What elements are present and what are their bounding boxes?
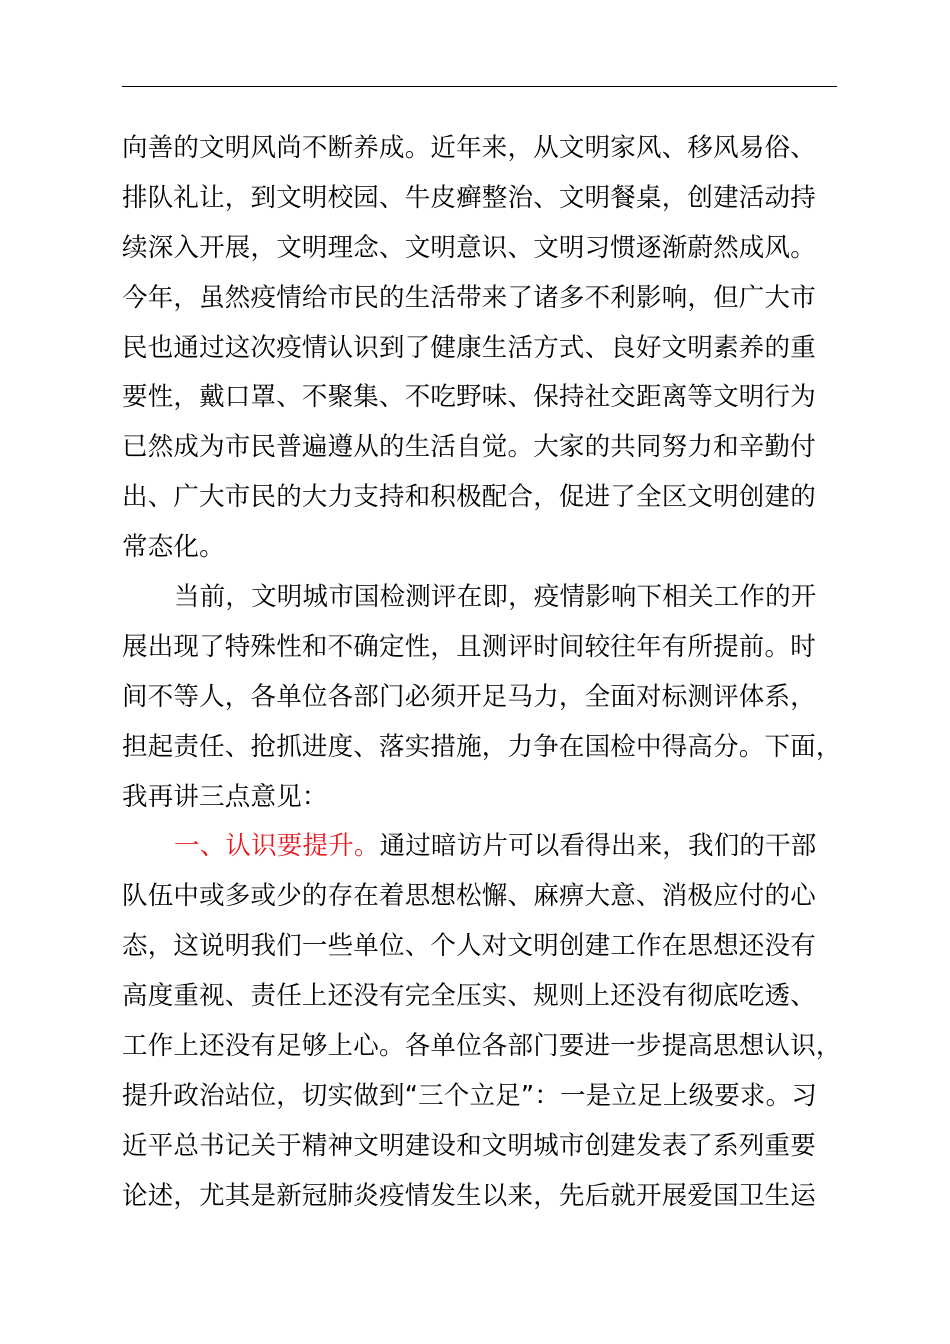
text-line: 论述，尤其是新冠肺炎疫情发生以来，先后就开展爱国卫生运 [122, 1180, 816, 1211]
text-line: 已然成为市民普遍遵从的生活自觉。大家的共同努力和辛勤付 [122, 432, 816, 463]
text-line: 提升政治站位，切实做到“三个立足”：一是立足上级要求。习 [122, 1080, 818, 1111]
section-heading: 一、认识要提升。 [174, 831, 380, 862]
text-line: 展出现了特殊性和不确定性，且测评时间较往年有所提前。时 [122, 631, 816, 662]
text-line: 态，这说明我们一些单位、个人对文明创建工作在思想还没有 [122, 931, 816, 962]
section-heading-line [122, 822, 842, 872]
section-heading-continuation: 通过暗访片可以看得出来，我们的干部 [379, 831, 817, 862]
text-line: 常态化。 [122, 532, 225, 563]
text-line: 近平总书记关于精神文明建设和文明城市创建发表了系列重要 [122, 1130, 816, 1161]
paragraph-start-line: 当前，文明城市国检测评在即，疫情影响下相关工作的开 [174, 582, 817, 613]
text-line: 间不等人，各单位各部门必须开足马力，全面对标测评体系， [122, 681, 816, 712]
text-line: 我再讲三点意见： [122, 781, 328, 812]
text-line: 排队礼让，到文明校园、牛皮癣整治、文明餐桌，创建活动持 [122, 182, 816, 213]
text-line: 今年，虽然疫情给市民的生活带来了诸多不利影响，但广大市 [122, 282, 816, 313]
text-line: 向善的文明风尚不断养成。近年来，从文明家风、移风易俗、 [122, 133, 816, 163]
text-line: 民也通过这次疫情认识到了健康生活方式、良好文明素养的重 [122, 332, 816, 363]
document-body [122, 124, 842, 1222]
text-line: 续深入开展，文明理念、文明意识、文明习惯逐渐蔚然成风。 [122, 232, 816, 263]
text-line: 工作上还没有足够上心。各单位各部门要进一步提高思想认识， [122, 1031, 842, 1062]
text-line: 队伍中或多或少的存在着思想松懈、麻痹大意、消极应付的心 [122, 881, 816, 912]
text-line: 出、广大市民的大力支持和积极配合，促进了全区文明创建的 [122, 482, 816, 513]
header-rule [122, 86, 837, 87]
text-line: 要性，戴口罩、不聚集、不吃野味、保持社交距离等文明行为 [122, 382, 816, 413]
text-line: 担起责任、抢抓进度、落实措施，力争在国检中得高分。下面， [122, 731, 842, 762]
text-line: 高度重视、责任上还没有完全压实、规则上还没有彻底吃透、 [122, 981, 816, 1012]
